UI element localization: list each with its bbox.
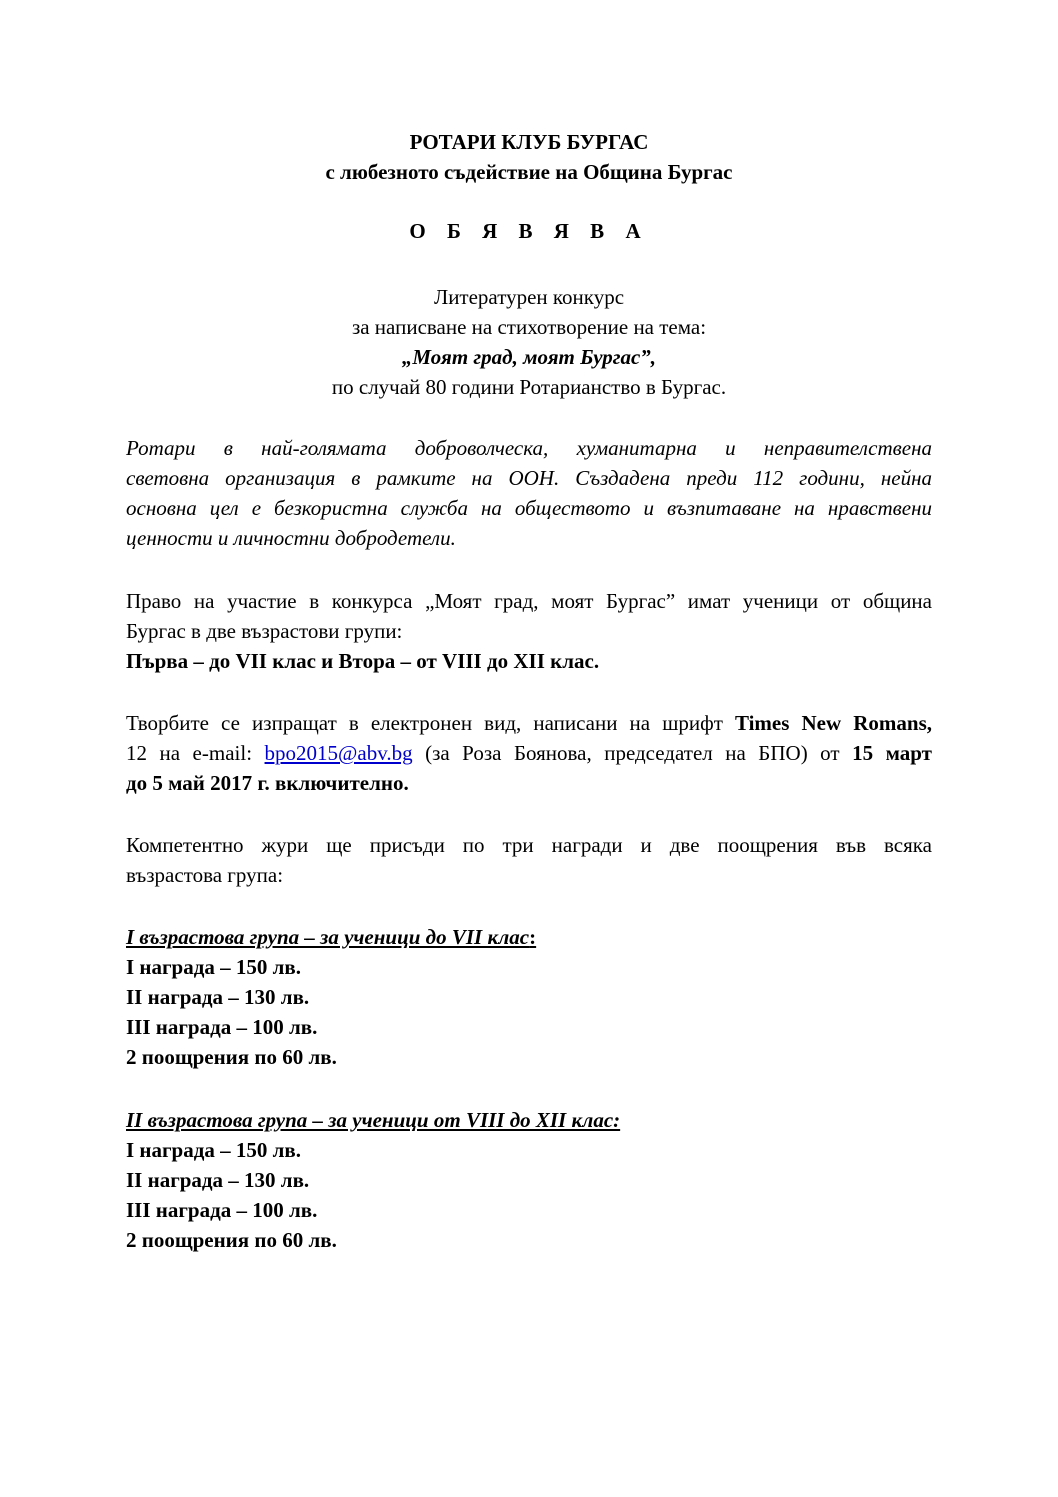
jury-line: възрастова група:: [126, 863, 284, 887]
prize-item: III награда – 100 лв.: [126, 1015, 318, 1039]
group-title-text: II възрастова група – за ученици от VIII до XII клас:: [126, 1108, 621, 1132]
email-link[interactable]: bpo2015@abv.bg: [264, 741, 413, 765]
prize-item: I награда – 150 лв.: [126, 955, 301, 979]
age-groups-summary: Първа – до VII клас и Втора – от VIII до XII клас.: [126, 649, 600, 673]
group-2-title: [126, 1105, 932, 1135]
submission-line-2: [126, 738, 932, 768]
deadline: до 5 май 2017 г. включително.: [126, 771, 409, 795]
group-title-colon: :: [529, 925, 537, 949]
organization-title: РОТАРИ КЛУБ БУРГАС: [409, 130, 649, 154]
announcement-heading: О Б Я В Я В А: [409, 219, 649, 243]
submission-text: (за Роза Боянова, председател на БПО) от: [412, 741, 853, 765]
prize-item: II награда – 130 лв.: [126, 985, 310, 1009]
participation-line: Бургас в две възрастови групи:: [126, 619, 403, 643]
contest-occasion: по случай 80 години Ротарианство в Бургас.: [331, 375, 727, 399]
contest-theme: „Моят град, моят Бургас”,: [401, 345, 657, 369]
start-date: 15 март: [852, 741, 932, 765]
submission-text: Творбите се изпращат в електронен вид, написани на шрифт: [126, 711, 735, 735]
intro-line: ценности и личностни добродетели.: [126, 526, 456, 550]
prize-item: I награда – 150 лв.: [126, 1138, 301, 1162]
document-page: [126, 0, 932, 1497]
intro-line: основна цел е безкористна служба на обществото и възпитаване на нравствени: [126, 496, 932, 520]
support-line: с любезното съдействие на Община Бургас: [325, 160, 733, 184]
prize-item: III награда – 100 лв.: [126, 1198, 318, 1222]
contest-task: за написване на стихотворение на тема:: [351, 315, 707, 339]
group-title-text: I възрастова група – за ученици до VII клас: [126, 925, 530, 949]
intro-line: световна организация в рамките на ООН. Създадена преди 112 години, нейна: [126, 466, 932, 490]
submission-text: 12 на e-mail:: [126, 741, 265, 765]
participation-line: Право на участие в конкурса „Моят град, моят Бургас” имат ученици от община: [126, 589, 932, 613]
jury-line: Компетентно жури ще присъди по три награди и две поощрения във всяка: [126, 833, 932, 857]
group-1-title: [126, 922, 932, 952]
intro-line: Ротари в най-голямата доброволческа, хуманитарна и неправителствена: [126, 436, 932, 460]
prize-item: 2 поощрения по 60 лв.: [126, 1228, 337, 1252]
contest-type: Литературен конкурс: [433, 285, 625, 309]
prize-item: II награда – 130 лв.: [126, 1168, 310, 1192]
prize-item: 2 поощрения по 60 лв.: [126, 1045, 337, 1069]
submission-line-1: [126, 708, 932, 738]
font-name: Times New Romans,: [734, 711, 932, 735]
